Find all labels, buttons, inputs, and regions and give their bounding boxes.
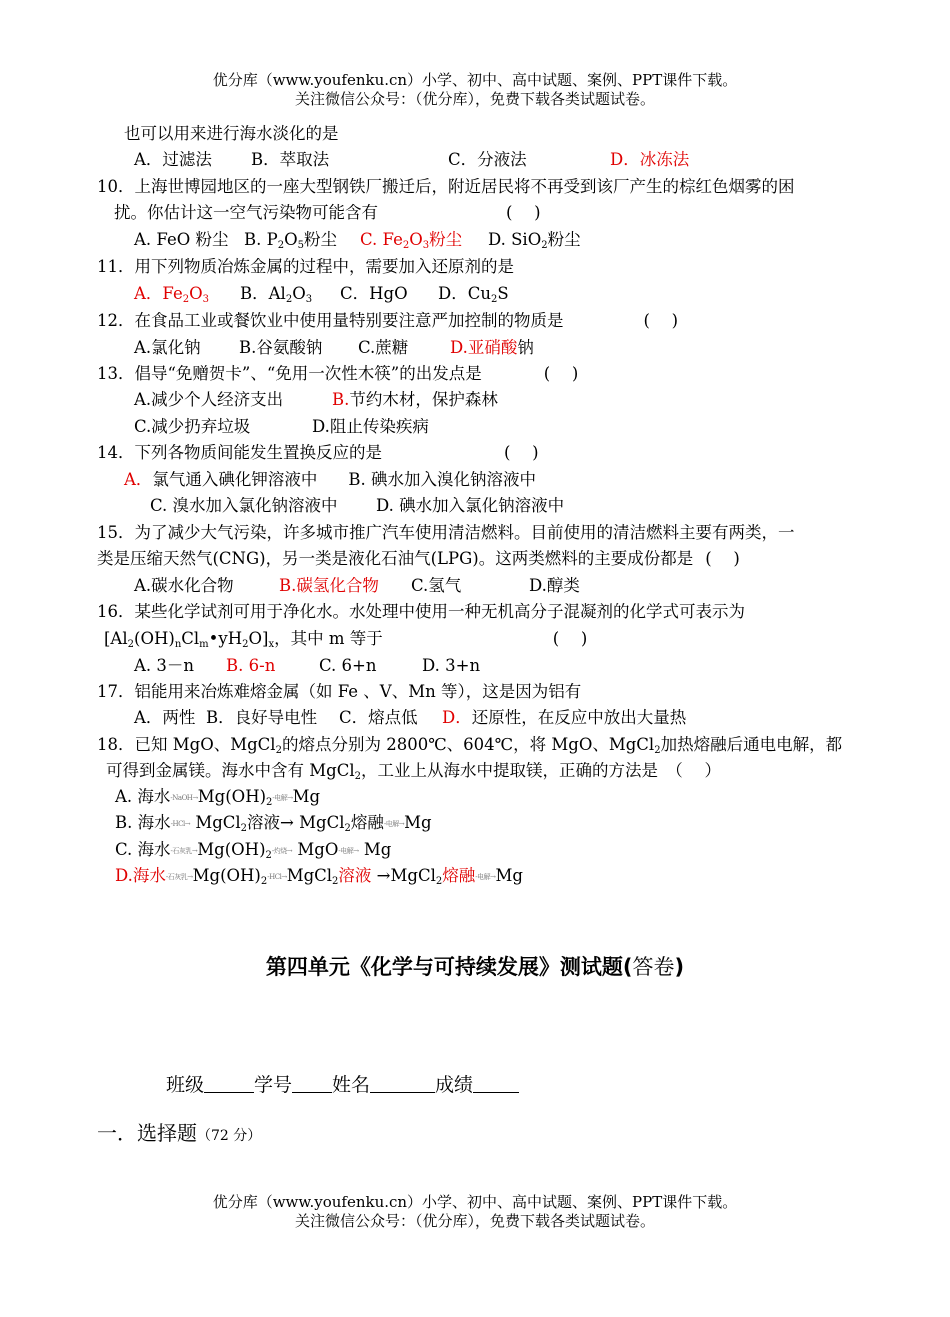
q11-b-sub1: 2 bbox=[285, 294, 293, 305]
q18-stem1-pre: 18．已知 MgO、MgCl bbox=[97, 735, 276, 754]
q9-options bbox=[134, 149, 689, 171]
q16-formula bbox=[104, 629, 274, 648]
q18-a2: Mg(OH) bbox=[197, 787, 267, 806]
q18-a1: A. 海水 bbox=[115, 787, 171, 806]
q16-option-a: A. 3－n bbox=[134, 656, 195, 675]
answer-title-main: 第四单元《化学与可持续发展》测试题( bbox=[265, 955, 633, 979]
q15-option-a: A.碳水化合物 bbox=[134, 576, 234, 595]
q17-option-a: A．两性 bbox=[134, 708, 196, 727]
q10-c-pre: C. Fe bbox=[360, 230, 403, 249]
q14-options-row-1 bbox=[124, 469, 536, 491]
q12-option-b: B.谷氨酸钠 bbox=[239, 338, 323, 357]
q18-b6: Mg bbox=[404, 813, 432, 832]
q18-stem2-sub: 2 bbox=[354, 771, 361, 782]
student-info-line bbox=[166, 1072, 519, 1098]
q10-b-sub1: 2 bbox=[277, 240, 285, 251]
q13-options-row-1 bbox=[134, 389, 498, 411]
q10-c-sub1: 2 bbox=[402, 240, 410, 251]
q18-b3: 溶液→ bbox=[247, 813, 294, 832]
q10-d-pre: D. SiO bbox=[488, 230, 542, 249]
q10-c-post: 粉尘 bbox=[429, 230, 463, 249]
q14-option-b: B. 碘水加入溴化钠溶液中 bbox=[348, 470, 537, 489]
q18-b4: MgCl bbox=[299, 813, 345, 832]
q16-stem-2 bbox=[104, 628, 587, 650]
q9-option-d: D．冰冻法 bbox=[610, 150, 690, 169]
q18-c3: MgO bbox=[297, 840, 339, 859]
q18-a-sub: 2 bbox=[266, 797, 273, 808]
q18-d-sub1: 2 bbox=[260, 876, 268, 887]
q18-option-d bbox=[115, 865, 523, 888]
q14-option-a-letter: A． bbox=[124, 470, 153, 489]
q10-answer-paren: ( ) bbox=[506, 203, 541, 222]
q18-c4: Mg bbox=[363, 840, 392, 859]
q12-stem-text: 12．在食品工业或餐饮业中使用量特别要注意严加控制的物质是 bbox=[97, 311, 564, 330]
q18-c-sub: 2 bbox=[265, 850, 272, 861]
q18-b-arrow-2: -电解→ bbox=[383, 820, 405, 828]
q15-stem-2-text: 类是压缩天然气(CNG)，另一类是液化石油气(LPG)。这两类燃料的主要成份都是 bbox=[97, 549, 694, 568]
q18-c-arrow-3: -电解→ bbox=[338, 847, 359, 855]
q10-options bbox=[134, 229, 581, 251]
q10-option-b bbox=[244, 229, 360, 251]
class-label: 班级 bbox=[166, 1074, 205, 1096]
footer-line-2: 关注微信公众号：（优分库），免费下载各类试题试卷。 bbox=[294, 1212, 655, 1230]
q18-b5: 熔融 bbox=[350, 813, 384, 832]
q18-d-sub3: 2 bbox=[435, 876, 443, 887]
q11-option-d bbox=[438, 284, 509, 303]
q18-d5: →MgCl bbox=[376, 866, 436, 885]
answer-title-end: ) bbox=[674, 955, 685, 979]
q12-options bbox=[134, 337, 534, 359]
q15-stem-2 bbox=[97, 548, 740, 570]
q17-option-b: B．良好导电性 bbox=[206, 708, 318, 727]
q16-s3: m bbox=[199, 639, 209, 650]
q18-c1: C. 海水 bbox=[115, 840, 171, 859]
q10-option-c bbox=[360, 229, 488, 251]
q18-a-arrow-2: -电解→ bbox=[272, 794, 293, 802]
q12-option-d-tail: 钠 bbox=[517, 338, 534, 357]
q10-stem-2 bbox=[114, 202, 541, 224]
q16-option-b: B. 6-n bbox=[226, 656, 276, 675]
student-id-label: 学号 bbox=[254, 1074, 293, 1096]
q14-stem bbox=[97, 442, 539, 464]
q13-option-a: A.减少个人经济支出 bbox=[134, 390, 284, 409]
q10-stem-2-text: 扰。你估计这一空气污染物可能含有 bbox=[114, 203, 378, 222]
q18-stem1-sub2: 2 bbox=[654, 745, 661, 756]
q9-stem: 也可以用来进行海水淡化的是 bbox=[124, 124, 339, 143]
q18-option-a bbox=[115, 786, 320, 809]
q18-d-sub2: 2 bbox=[332, 876, 339, 887]
q17-option-c: C．熔点低 bbox=[339, 708, 418, 727]
q11-a-sub2: 3 bbox=[202, 294, 210, 305]
score-label: 成绩 bbox=[435, 1074, 474, 1096]
q14-option-a: 氯气通入碘化钾溶液中 bbox=[152, 470, 318, 489]
q13-option-d: D.阻止传染疾病 bbox=[312, 417, 429, 436]
q10-b-sub2: 5 bbox=[297, 240, 304, 251]
q18-c-arrow-1: -石灰乳→ bbox=[170, 847, 198, 855]
q16-s1: 2 bbox=[127, 639, 135, 650]
q11-a-mid: O bbox=[189, 284, 203, 303]
q15-option-c: C.氢气 bbox=[411, 576, 462, 595]
q18-d7: Mg bbox=[495, 866, 523, 885]
q18-a3: Mg bbox=[292, 787, 321, 806]
name-field[interactable] bbox=[370, 1074, 435, 1093]
q11-stem: 11．用下列物质冶炼金属的过程中，需要加入还原剂的是 bbox=[97, 257, 514, 276]
q18-b2: MgCl bbox=[195, 813, 241, 832]
q10-b-post: 粉尘 bbox=[304, 230, 337, 249]
q17-stem: 17．铝能用来冶炼难熔金属（如 Fe 、V、Mn 等），这是因为铝有 bbox=[97, 682, 582, 701]
q15-stem-1: 15．为了减少大气污染，许多城市推广汽车使用清洁燃料。目前使用的清洁燃料主要有两类，一 bbox=[97, 523, 795, 542]
q15-answer-paren: ( ) bbox=[705, 549, 740, 568]
q12-option-d: D.亚硝酸 bbox=[450, 338, 518, 357]
answer-sheet-title bbox=[0, 953, 950, 981]
q16-s4: 2 bbox=[242, 639, 249, 650]
q15-option-b: B.碳氢化合物 bbox=[279, 576, 379, 595]
q18-b1: B. 海水 bbox=[115, 813, 171, 832]
q18-option-b bbox=[115, 812, 432, 835]
q10-d-sub1: 2 bbox=[541, 240, 548, 251]
q10-stem-1: 10．上海世博园地区的一座大型钢铁厂搬迁后，附近居民将不再受到该厂产生的棕红色烟雾的困 bbox=[97, 177, 795, 196]
q18-d3: MgCl bbox=[286, 866, 333, 885]
q18-stem2-pre: 可得到金属镁。海水中含有 MgCl bbox=[106, 761, 355, 780]
q14-option-c: C. 溴水加入氯化钠溶液中 bbox=[150, 496, 338, 515]
q9-option-a: A．过滤法 bbox=[134, 150, 212, 169]
q18-d6: 熔融 bbox=[442, 866, 476, 885]
section-heading bbox=[97, 1120, 261, 1149]
header-line-1: 优分库（www.youfenku.cn）小学、初中、高中试题、案例、PPT课件下载。 bbox=[212, 71, 738, 89]
q16-f3: Cl bbox=[181, 629, 200, 648]
q18-b-sub1: 2 bbox=[240, 823, 248, 834]
q11-option-a bbox=[134, 283, 240, 305]
q11-d-pre: D．Cu bbox=[438, 284, 491, 303]
q18-stem1-mid: 的熔点分别为 2800℃、604℃，将 MgO、MgCl bbox=[281, 735, 655, 754]
q18-stem-2 bbox=[106, 760, 721, 782]
q16-options bbox=[134, 655, 480, 677]
footer-line-1: 优分库（www.youfenku.cn）小学、初中、高中试题、案例、PPT课件下载。 bbox=[212, 1193, 738, 1211]
q16-f1: [Al bbox=[104, 629, 128, 648]
q18-stem1-sub1: 2 bbox=[275, 745, 282, 756]
student-id-field[interactable] bbox=[292, 1074, 332, 1093]
q17-option-d-letter: D． bbox=[442, 708, 472, 727]
q16-option-c: C. 6+n bbox=[319, 656, 377, 675]
q18-c2: Mg(OH) bbox=[197, 840, 266, 859]
q11-a-sub1: 2 bbox=[182, 294, 190, 305]
q18-d1: D.海水 bbox=[115, 866, 166, 885]
q18-b-sub2: 2 bbox=[344, 823, 351, 834]
q18-option-c bbox=[115, 839, 391, 862]
q14-answer-paren: ( ) bbox=[504, 443, 539, 462]
q16-stem-2-tail: ，其中 m 等于 bbox=[274, 629, 383, 648]
header-line-2: 关注微信公众号：（优分库），免费下载各类试题试卷。 bbox=[294, 90, 655, 108]
q15-option-d: D.醇类 bbox=[529, 576, 580, 595]
q10-b-mid: O bbox=[284, 230, 298, 249]
q11-a-pre: A．Fe bbox=[134, 284, 183, 303]
q13-options-row-2 bbox=[134, 416, 429, 438]
q13-answer-paren: ( ) bbox=[543, 364, 579, 383]
q13-stem bbox=[97, 363, 578, 385]
q14-stem-text: 14．下列各物质间能发生置换反应的是 bbox=[97, 443, 382, 462]
q16-option-d: D. 3+n bbox=[422, 656, 481, 675]
q17-option-d: 还原性，在反应中放出大量热 bbox=[471, 708, 687, 727]
q11-option-b bbox=[240, 283, 340, 305]
q12-option-a: A.氯化钠 bbox=[134, 338, 201, 357]
q18-stem2-post: ，工业上从海水中提取镁，正确的方法是 （ ） bbox=[360, 761, 721, 780]
section-title: 一．选择题 bbox=[97, 1121, 197, 1145]
section-points: （72 分） bbox=[197, 1128, 262, 1144]
q11-b-sub2: 3 bbox=[305, 294, 313, 305]
q12-answer-paren: ( ) bbox=[643, 311, 679, 330]
q18-c-arrow-2: -灼烧→ bbox=[271, 847, 293, 855]
q18-d-arrow-3: -电解→ bbox=[475, 873, 496, 881]
q10-d-post: 粉尘 bbox=[547, 230, 581, 249]
q16-s5: x bbox=[268, 639, 275, 650]
q10-option-d bbox=[488, 230, 581, 249]
q12-stem bbox=[97, 310, 678, 332]
q10-b-pre: B. P bbox=[244, 230, 278, 249]
q16-s2: n bbox=[174, 639, 182, 650]
q11-b-mid: O bbox=[292, 284, 306, 303]
q11-b-pre: B．Al bbox=[240, 284, 286, 303]
q16-f2: (OH) bbox=[134, 629, 175, 648]
q18-d4: 溶液 bbox=[338, 866, 372, 885]
q17-options bbox=[134, 707, 686, 729]
q11-d-mid: S bbox=[497, 284, 509, 303]
q14-option-d: D. 碘水加入氯化钠溶液中 bbox=[376, 496, 565, 515]
q13-option-b: 节约木材，保护森林 bbox=[349, 390, 498, 409]
q15-options bbox=[134, 575, 580, 597]
q16-answer-paren: ( ) bbox=[552, 629, 588, 648]
q18-d-arrow-2: -HCl→ bbox=[267, 873, 287, 881]
name-label: 姓名 bbox=[332, 1074, 371, 1096]
q9-option-c: C．分液法 bbox=[448, 150, 527, 169]
q16-f5: O] bbox=[248, 629, 269, 648]
q16-f4: •yH bbox=[208, 629, 243, 648]
q10-c-sub2: 3 bbox=[422, 240, 430, 251]
q12-option-c: C.蔗糖 bbox=[358, 338, 409, 357]
q13-option-b-letter: B. bbox=[332, 390, 350, 409]
q18-d2: Mg(OH) bbox=[192, 866, 261, 885]
q10-option-a: A. FeO 粉尘 bbox=[134, 230, 229, 249]
q18-d-arrow-1: -石灰乳→ bbox=[165, 873, 193, 881]
q18-stem1-post: 加热熔融后通电电解，都 bbox=[660, 735, 843, 754]
score-field[interactable] bbox=[473, 1074, 519, 1093]
q16-stem-1: 16．某些化学试剂可用于净化水。水处理中使用一种无机高分子混凝剂的化学式可表示为 bbox=[97, 602, 745, 621]
q9-option-b: B．萃取法 bbox=[251, 150, 330, 169]
q11-d-sub1: 2 bbox=[490, 294, 498, 305]
q18-stem-1 bbox=[97, 734, 842, 756]
q10-c-mid: O bbox=[409, 230, 423, 249]
answer-title-suffix: 答卷 bbox=[632, 955, 675, 979]
q13-stem-text: 13．倡导“免赠贺卡”、“免用一次性木筷”的出发点是 bbox=[97, 364, 482, 383]
q11-options bbox=[134, 283, 509, 305]
class-field[interactable] bbox=[204, 1074, 254, 1093]
q14-options-row-2 bbox=[150, 495, 564, 517]
q11-option-c: C．HgO bbox=[340, 284, 408, 303]
q13-option-c: C.减少扔弃垃圾 bbox=[134, 417, 251, 436]
q18-a-arrow-1: -NaOH→ bbox=[170, 794, 198, 802]
q18-b-arrow-1: -HCl→ bbox=[170, 820, 191, 828]
